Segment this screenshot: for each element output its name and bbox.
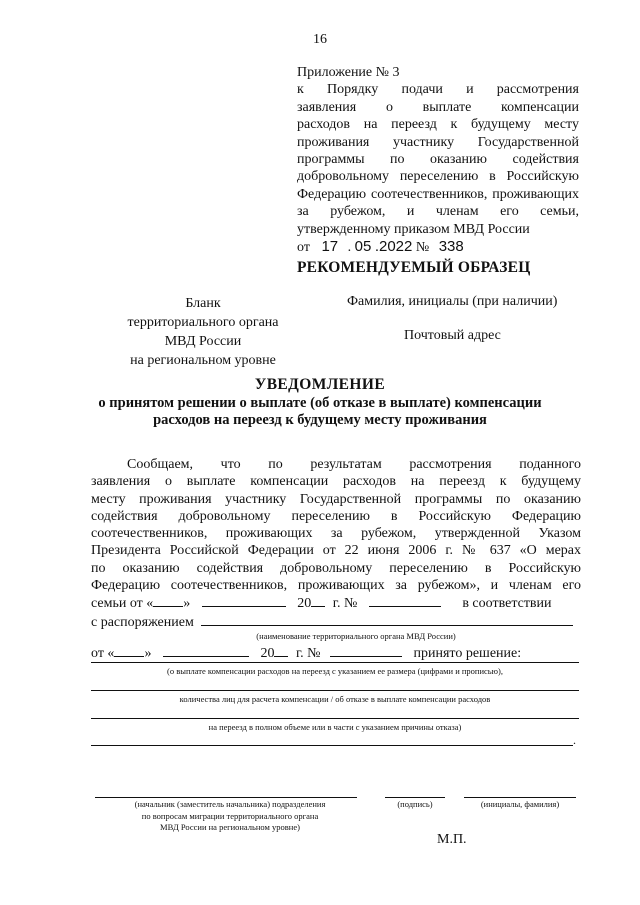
body-line: Федерацию соотечественников, проживающих за рубежом», и членам его	[91, 578, 581, 594]
decision-number-label: г. №	[295, 645, 321, 661]
date-month: 05	[354, 238, 372, 256]
official-caption-line: по вопросам миграции территориального органа	[141, 810, 319, 821]
body-line: соотечественников, проживающих за рубежом, утвержденной Указом	[91, 526, 581, 542]
in-accordance-label: в соответствии	[462, 596, 552, 612]
family-from-label: семьи от «	[91, 596, 154, 612]
body-line: заявления о выплате компенсации расходов на переезд к будущему	[91, 474, 581, 490]
appendix-line: расходов на переезд к будущему месту	[297, 117, 579, 133]
body-line: месту проживания участнику Государственной программы по оказанию	[91, 491, 581, 507]
name-caption: (инициалы, фамилия)	[480, 799, 560, 809]
family-day-field[interactable]	[153, 594, 183, 607]
sign-caption: (подпись)	[397, 799, 433, 809]
official-caption-line: (начальник (заместитель начальника) подразделения	[134, 799, 326, 809]
extra-field-line[interactable]	[91, 745, 573, 746]
decision-day-field[interactable]	[114, 644, 144, 657]
appendix-line: заявления о выплате компенсации	[297, 99, 579, 115]
letterhead-block	[98, 294, 308, 370]
official-signature-line[interactable]	[95, 797, 357, 798]
authority-field[interactable]	[201, 613, 573, 626]
recipient-address-placeholder: Почтовый адрес	[404, 328, 501, 343]
notice-subtitle-line2: расходов на переезд к будущему месту проживания	[153, 412, 487, 428]
decision-month-field[interactable]	[163, 644, 249, 657]
letterhead-line: на региональном уровне	[130, 353, 276, 368]
family-date-line	[91, 594, 581, 612]
field-end-dot: .	[573, 733, 576, 747]
appendix-line: проживания участнику Государственной	[297, 134, 579, 150]
body-line: Президента Российской Федерации от 22 июня 2006 г. № 637 «О мерах	[91, 543, 581, 559]
reason-field-line[interactable]	[91, 718, 579, 719]
body-line: Сообщаем, что по результатам рассмотрения поданного	[127, 457, 581, 472]
persons-field-line[interactable]	[91, 690, 579, 691]
refusal-caption: на переезд в полном объеме или в части с указанием причины отказа)	[208, 722, 462, 732]
appendix-line: к Порядку подачи и рассмотрения	[297, 82, 579, 98]
decision-line	[91, 644, 581, 662]
official-caption	[95, 799, 365, 834]
recipient-name-placeholder: Фамилия, инициалы (при наличии)	[347, 294, 558, 309]
date-separator: .	[347, 240, 352, 256]
appendix-line: добровольному переселению в Российскую	[297, 169, 579, 185]
appendix-header	[297, 64, 579, 256]
appendix-line: утвержденному приказом МВД России	[297, 221, 530, 237]
persons-caption: количества лиц для расчета компенсации / об отказе в выплате компенсации расходов	[179, 694, 491, 704]
year-number-label: г. №	[332, 596, 358, 612]
date-day: 17	[321, 238, 339, 256]
family-month-field[interactable]	[202, 594, 286, 607]
order-number: 338	[438, 238, 464, 256]
with-order-label: с распоряжением	[91, 614, 194, 630]
appendix-line: Федерацию соотечественников, проживающих	[297, 186, 579, 202]
letterhead-line: территориального органа	[127, 315, 279, 330]
number-label: №	[415, 240, 430, 256]
payment-caption: (о выплате компенсации расходов на переезд с указанием ее размера (цифрами и прописью),	[167, 666, 503, 676]
body-line: содействия добровольному переселению в Российскую Федерацию	[91, 508, 581, 524]
date-year: .2022	[374, 238, 413, 256]
appendix-line: программы по оказанию содействия	[297, 152, 579, 168]
recommended-sample-heading: РЕКОМЕНДУЕМЫЙ ОБРАЗЕЦ	[297, 259, 531, 276]
notice-body	[91, 456, 581, 662]
payment-field-line[interactable]	[91, 662, 579, 663]
quote-close: »	[183, 596, 191, 612]
decision-from-label: от «	[91, 645, 115, 661]
decision-made-label: принято решение:	[413, 645, 522, 661]
family-year-field[interactable]	[311, 594, 325, 607]
sign-line[interactable]	[385, 797, 445, 798]
appendix-line: за рубежом, и членам его семьи,	[297, 204, 579, 220]
year-prefix: 20	[297, 596, 312, 612]
date-prefix: от	[297, 240, 310, 256]
decision-number-field[interactable]	[330, 644, 402, 657]
appendix-line: Приложение № 3	[297, 65, 400, 80]
letterhead-line: МВД России	[164, 334, 242, 349]
family-number-field[interactable]	[369, 594, 441, 607]
order-line	[91, 613, 581, 631]
stamp-place-label: М.П.	[437, 832, 467, 847]
notice-subtitle-line1: о принятом решении о выплате (об отказе в выплате) компенсации	[98, 395, 542, 411]
official-caption-line: МВД России на региональном уровне)	[160, 822, 300, 832]
page-number: 16	[313, 32, 327, 47]
letterhead-line: Бланк	[185, 296, 221, 311]
name-line[interactable]	[464, 797, 576, 798]
appendix-date-line	[297, 238, 579, 256]
authority-caption: (наименование территориального органа МВД России)	[256, 630, 456, 641]
quote-close: »	[144, 645, 152, 661]
notice-title: УВЕДОМЛЕНИЕ	[254, 376, 386, 393]
body-line: по оказанию содействия добровольному переселению в Российскую	[91, 560, 581, 576]
decision-year-field[interactable]	[274, 644, 288, 657]
year-prefix: 20	[260, 645, 275, 661]
